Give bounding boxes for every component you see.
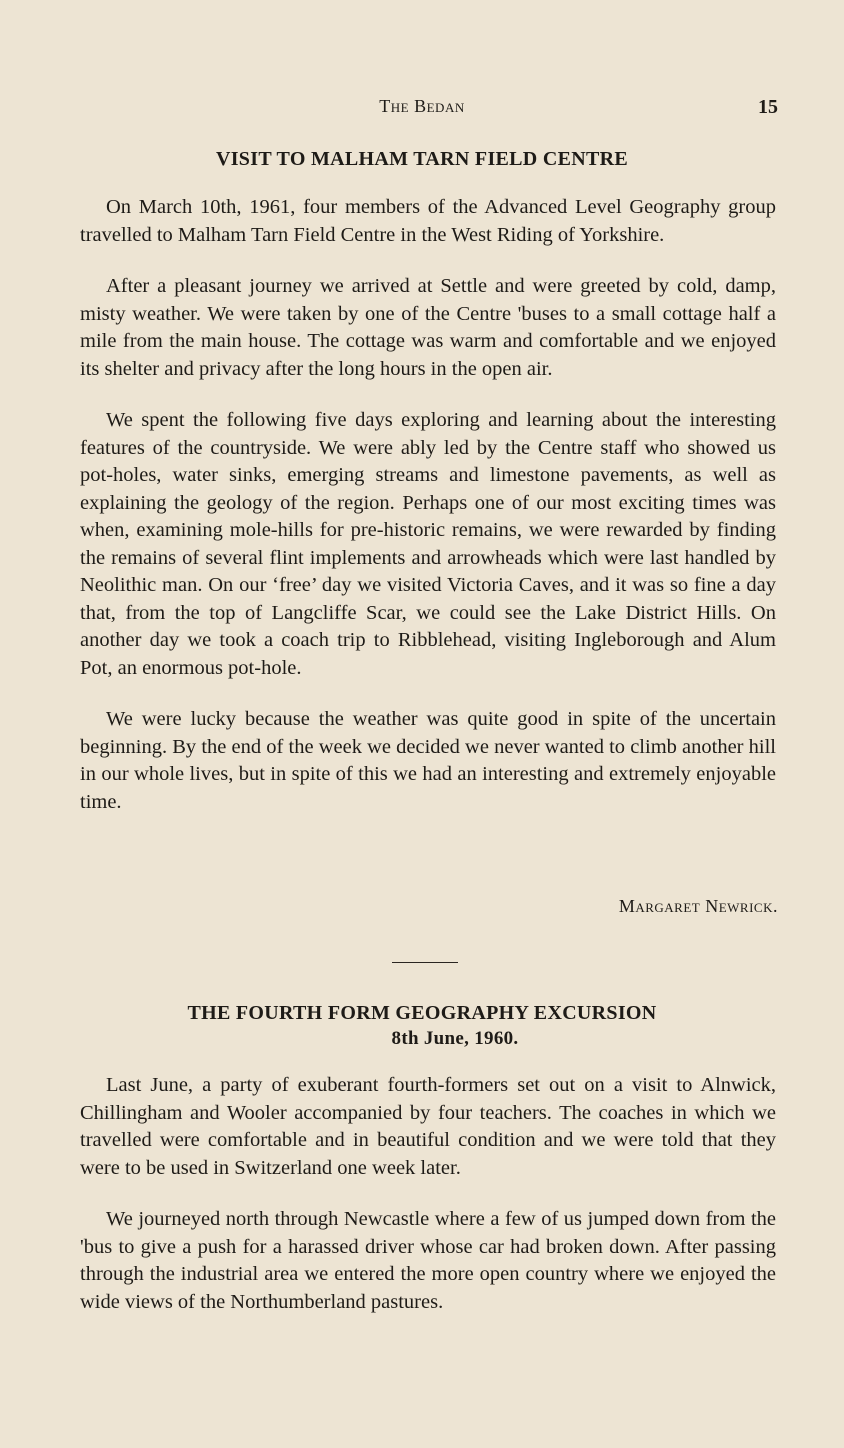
article2-body (80, 1072, 776, 1340)
article2-heading: THE FOURTH FORM GEOGRAPHY EXCURSION (187, 1002, 657, 1024)
running-title: The Bedan (379, 96, 465, 116)
article1-body (80, 194, 776, 840)
article2-subheading: 8th June, 1960. (391, 1028, 519, 1049)
article1-paragraph-1: On March 10th, 1961, four members of the Advanced Level Geography group travelled to Malham Tarn Field Centre in the West Riding of Yorkshire. (80, 196, 776, 246)
page-number: 15 (758, 96, 778, 118)
article1-author: Margaret Newrick. (618, 896, 778, 916)
running-head (0, 96, 844, 126)
article1-paragraph-4: We were lucky because the weather was quite good in spite of the uncertain beginning. By the end of the week we decided we never wanted to climb another hill in our whole lives, but in spite of this we had an interesting and extremely enjoyable time. (80, 708, 776, 813)
article2-heading-block (60, 1000, 784, 1052)
article2-paragraph-2: We journeyed north through Newcastle where a few of us jumped down from the 'bus to give a push for a harassed driver whose car had broken down. After passing through the industrial area we entered the more open country where we enjoyed the wide views of the Northumberland pastures. (80, 1208, 776, 1313)
article2-paragraph-1: Last June, a party of exuberant fourth-formers set out on a visit to Alnwick, Chillingham and Wooler accompanied by four teachers. The coaches in which we travelled were comfortable and in beautiful condition and we were told that they were to be used in Switzerland one week later. (80, 1074, 776, 1179)
article1-heading: VISIT TO MALHAM TARN FIELD CENTRE (215, 148, 629, 170)
article1-paragraph-3: We spent the following five days exploring and learning about the interesting features of the countryside. We were ably led by the Centre staff who showed us pot-holes, water sinks, emerging streams and limestone pavements, as well as explaining the geology of the region. Perhaps one of our most exciting times was when, examining mole-hills for pre-historic remains, we were rewarded by finding the remains of several flint implements and arrowheads which were last handled by Neolithic man. On our ‘free’ day we visited Victoria Caves, and it was so fine a day that, from the top of Langcliffe Scar, we could see the Lake District Hills. On another day we took a coach trip to Ribblehead, visiting Ingleborough and Alum Pot, an enormous pot-hole. (80, 409, 776, 679)
article1-paragraph-2: After a pleasant journey we arrived at Settle and were greeted by cold, damp, misty weather. We were taken by one of the Centre 'buses to a small cottage half a mile from the main house. The cottage was warm and comfortable and we enjoyed its shelter and privacy after the long hours in the open air. (80, 275, 776, 380)
section-divider (392, 962, 458, 963)
